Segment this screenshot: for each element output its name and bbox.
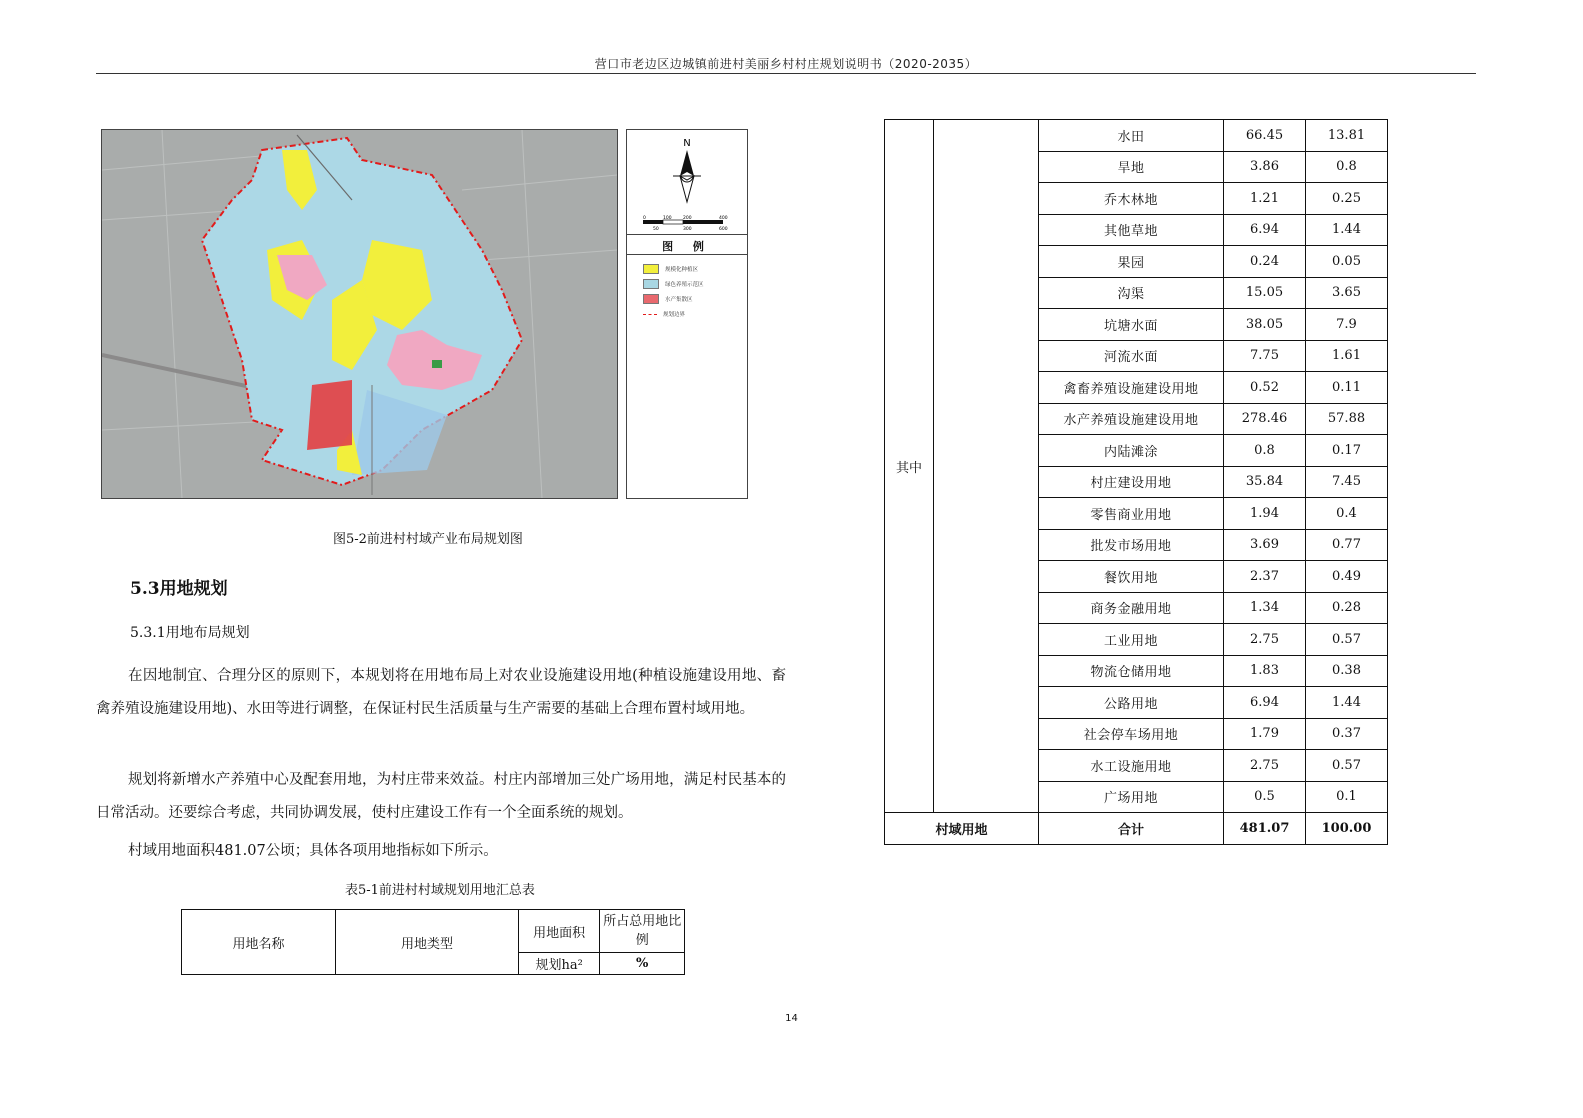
row-pct: 0.8 <box>1306 151 1388 183</box>
figure-caption: 图5-2前进村村域产业布局规划图 <box>333 532 523 547</box>
row-area: 7.75 <box>1224 340 1306 372</box>
row-pct: 0.77 <box>1306 529 1388 561</box>
page-number: 14 <box>785 1013 798 1024</box>
row-pct: 0.11 <box>1306 372 1388 404</box>
row-name: 批发市场用地 <box>1039 529 1224 561</box>
row-area: 0.52 <box>1224 372 1306 404</box>
row-area: 1.83 <box>1224 655 1306 687</box>
row-pct: 1.44 <box>1306 214 1388 246</box>
header-land-type: 用地类型 <box>336 910 519 975</box>
legend-item-aquatic <box>643 294 693 304</box>
row-pct: 0.25 <box>1306 183 1388 215</box>
land-use-table-body <box>884 119 1388 845</box>
svg-text:600: 600 <box>719 227 728 232</box>
row-area: 66.45 <box>1224 120 1306 152</box>
row-area: 3.69 <box>1224 529 1306 561</box>
row-name: 水田 <box>1039 120 1224 152</box>
row-name: 禽畜养殖设施建设用地 <box>1039 372 1224 404</box>
header-area-unit: 规划ha² <box>518 953 600 975</box>
legend-swatch-blue <box>643 279 659 289</box>
land-use-table-header <box>181 909 685 975</box>
paragraph: 在因地制宜、合理分区的原则下，本规划将在用地布局上对农业设施建设用地(种植设施建设用地、畜禽养殖设施建设用地)、水田等进行调整，在保证村民生活质量与生产需要的基础上合理布置村域用地。 <box>96 668 786 717</box>
section-title: 5.3用地规划 <box>130 579 228 599</box>
row-area: 2.75 <box>1224 750 1306 782</box>
legend-swatch-yellow <box>643 264 659 274</box>
row-area: 1.94 <box>1224 498 1306 530</box>
row-name: 沟渠 <box>1039 277 1224 309</box>
row-area: 2.75 <box>1224 624 1306 656</box>
total-name: 合计 <box>1039 813 1224 845</box>
legend-item-breeding <box>643 279 704 289</box>
legend-divider <box>627 234 747 235</box>
row-pct: 0.57 <box>1306 624 1388 656</box>
row-pct: 3.65 <box>1306 277 1388 309</box>
row-pct: 0.57 <box>1306 750 1388 782</box>
row-area: 1.21 <box>1224 183 1306 215</box>
row-name: 旱地 <box>1039 151 1224 183</box>
legend-boundary-line <box>643 314 657 315</box>
legend-item-planting <box>643 264 698 274</box>
row-pct: 0.05 <box>1306 246 1388 278</box>
row-name: 餐饮用地 <box>1039 561 1224 593</box>
row-name: 物流仓储用地 <box>1039 655 1224 687</box>
row-area: 0.5 <box>1224 781 1306 813</box>
total-label: 村域用地 <box>885 813 1039 845</box>
row-area: 3.86 <box>1224 151 1306 183</box>
group-cell: 其中 <box>885 120 934 813</box>
row-name: 乔木林地 <box>1039 183 1224 215</box>
header-land-name: 用地名称 <box>182 910 336 975</box>
row-pct: 0.28 <box>1306 592 1388 624</box>
table-caption: 表5-1前进村村域规划用地汇总表 <box>345 883 535 898</box>
row-area: 1.34 <box>1224 592 1306 624</box>
row-name: 内陆滩涂 <box>1039 435 1224 467</box>
row-name: 坑塘水面 <box>1039 309 1224 341</box>
row-name: 社会停车场用地 <box>1039 718 1224 750</box>
row-area: 15.05 <box>1224 277 1306 309</box>
running-header: 营口市老边区边城镇前进村美丽乡村村庄规划说明书（2020-2035） <box>594 57 978 71</box>
legend-label: 规模化种植区 <box>665 267 699 273</box>
row-area: 0.8 <box>1224 435 1306 467</box>
total-pct: 100.00 <box>1306 813 1388 845</box>
row-pct: 1.44 <box>1306 687 1388 719</box>
row-pct: 0.1 <box>1306 781 1388 813</box>
map-drawing <box>102 130 617 498</box>
row-area: 278.46 <box>1224 403 1306 435</box>
header-rule <box>96 73 1476 74</box>
row-name: 村庄建设用地 <box>1039 466 1224 498</box>
row-pct: 0.4 <box>1306 498 1388 530</box>
svg-text:0: 0 <box>643 216 646 221</box>
paragraph: 村域用地面积481.07公顷；具体各项用地指标如下所示。 <box>128 843 498 859</box>
row-area: 6.94 <box>1224 214 1306 246</box>
row-area: 35.84 <box>1224 466 1306 498</box>
row-name: 工业用地 <box>1039 624 1224 656</box>
svg-text:50: 50 <box>653 227 659 232</box>
row-name: 广场用地 <box>1039 781 1224 813</box>
row-pct: 0.37 <box>1306 718 1388 750</box>
row-area: 2.37 <box>1224 561 1306 593</box>
legend-item-boundary <box>643 309 685 319</box>
north-label: N <box>683 138 691 149</box>
svg-text:300: 300 <box>683 227 692 232</box>
row-area: 6.94 <box>1224 687 1306 719</box>
row-pct: 0.17 <box>1306 435 1388 467</box>
legend-label: 规划边界 <box>663 312 686 318</box>
land-use-map <box>101 129 618 499</box>
row-name: 零售商业用地 <box>1039 498 1224 530</box>
svg-text:200: 200 <box>683 216 692 221</box>
row-name: 水工设施用地 <box>1039 750 1224 782</box>
row-pct: 0.38 <box>1306 655 1388 687</box>
total-row <box>885 813 1388 845</box>
row-name: 水产养殖设施建设用地 <box>1039 403 1224 435</box>
row-pct: 13.81 <box>1306 120 1388 152</box>
row-name: 其他草地 <box>1039 214 1224 246</box>
table-row <box>885 120 1388 152</box>
svg-text:400: 400 <box>719 216 728 221</box>
north-arrow-icon <box>667 136 707 206</box>
legend-divider <box>627 254 747 255</box>
legend-label: 绿色养殖示范区 <box>665 282 704 288</box>
row-name: 商务金融用地 <box>1039 592 1224 624</box>
legend-swatch-red <box>643 294 659 304</box>
row-pct: 7.9 <box>1306 309 1388 341</box>
subsection-title: 5.3.1用地布局规划 <box>130 625 250 641</box>
legend-title: 图 例 <box>662 240 712 253</box>
row-pct: 57.88 <box>1306 403 1388 435</box>
row-name: 果园 <box>1039 246 1224 278</box>
row-area: 1.79 <box>1224 718 1306 750</box>
row-area: 0.24 <box>1224 246 1306 278</box>
svg-text:100: 100 <box>663 216 672 221</box>
paragraph: 规划将新增水产养殖中心及配套用地，为村庄带来效益。村庄内部增加三处广场用地，满足村民基本的日常活动。还要综合考虑，共同协调发展，使村庄建设工作有一个全面系统的规划。 <box>96 772 786 821</box>
row-area: 38.05 <box>1224 309 1306 341</box>
row-name: 河流水面 <box>1039 340 1224 372</box>
row-pct: 1.61 <box>1306 340 1388 372</box>
row-pct: 7.45 <box>1306 466 1388 498</box>
row-pct: 0.49 <box>1306 561 1388 593</box>
blank-cell <box>934 120 1039 813</box>
scale-bar <box>639 214 735 234</box>
header-area: 用地面积 <box>518 910 600 953</box>
legend-label: 水产集散区 <box>665 297 693 303</box>
map-legend <box>626 129 748 499</box>
row-name: 公路用地 <box>1039 687 1224 719</box>
header-share: 所占总用地比例 <box>600 910 685 953</box>
total-area: 481.07 <box>1224 813 1306 845</box>
header-share-unit: % <box>600 953 685 975</box>
